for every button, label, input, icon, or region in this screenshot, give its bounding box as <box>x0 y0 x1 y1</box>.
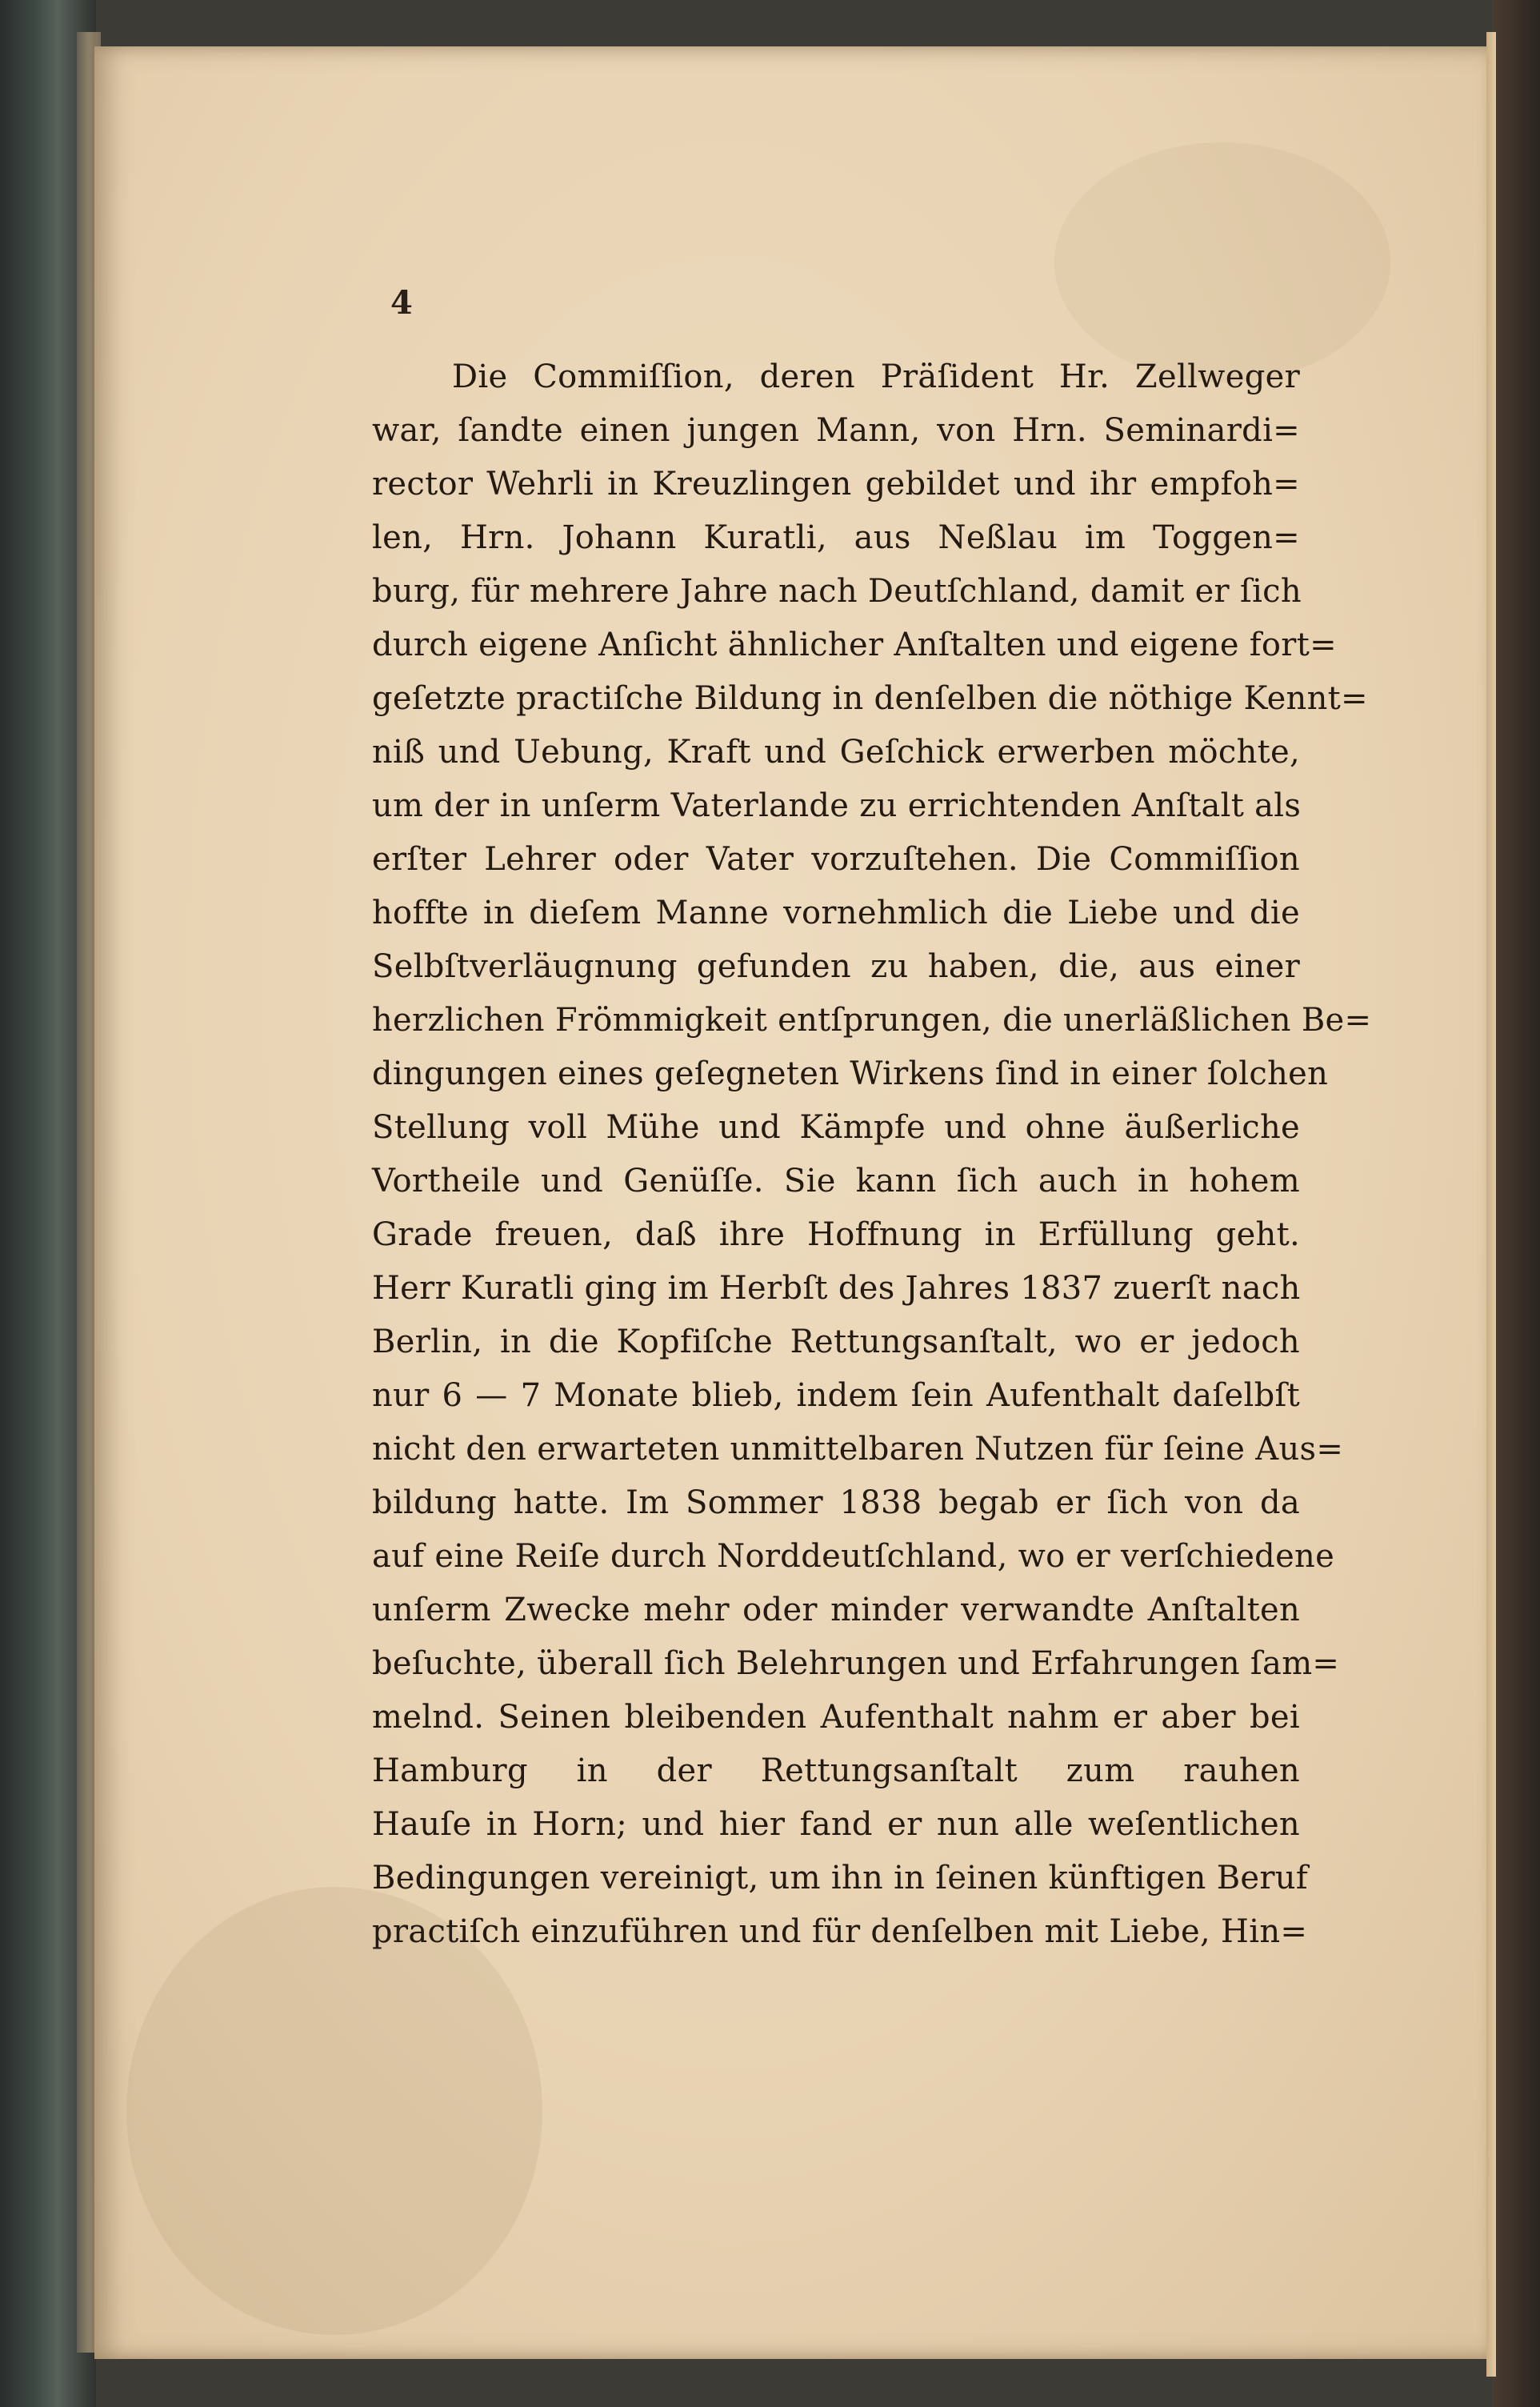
body-text <box>372 350 1372 1959</box>
text-line: war, ſandte einen jungen Mann, von Hrn. Seminardi= <box>372 412 1300 449</box>
text-line: Vortheile und Genüſſe. Sie kann ſich auch in hohem <box>372 1163 1300 1199</box>
text-line: Selbſtverläugnung gefunden zu haben, die, aus einer <box>372 948 1300 985</box>
text-line: niß und Uebung, Kraft und Geſchick erwerben möchte, <box>372 734 1300 771</box>
text-line: Stellung voll Mühe und Kämpfe und ohne äußerliche <box>372 1109 1300 1146</box>
text-line: Bedingungen vereinigt, um ihn in ſeinen künftigen Beruf <box>372 1860 1308 1896</box>
page-number: 4 <box>390 284 413 322</box>
text-line: nur 6 — 7 Monate blieb, indem ſein Aufenthalt daſelbſt <box>372 1377 1300 1414</box>
page-edge <box>1486 32 1496 2377</box>
text-line: rector Wehrli in Kreuzlingen gebildet und ihr empfoh= <box>372 466 1300 503</box>
book-cover-right <box>1492 0 1540 2407</box>
text-line: hoffte in dieſem Manne vornehmlich die Liebe und die <box>372 895 1300 931</box>
text-line: bildung hatte. Im Sommer 1838 begab er ſich von da <box>372 1484 1300 1521</box>
text-line: practiſch einzuführen und für denſelben mit Liebe, Hin= <box>372 1913 1308 1950</box>
text-line: dingungen eines geſegneten Wirkens ſind in einer ſolchen <box>372 1055 1329 1092</box>
text-line: Die Commiſſion, deren Präſident Hr. Zellweger <box>452 358 1300 395</box>
text-line: geſetzte practiſche Bildung in denſelben die nöthige Kennt= <box>372 680 1368 717</box>
text-line: burg, für mehrere Jahre nach Deutſchland, damit er ſich <box>372 573 1302 610</box>
text-line: erſter Lehrer oder Vater vorzuſtehen. Die Commiſſion <box>372 841 1300 878</box>
text-line: herzlichen Frömmigkeit entſprungen, die unerläßlichen Be= <box>372 1002 1372 1039</box>
text-line: len, Hrn. Johann Kuratli, aus Neßlau im Toggen= <box>372 519 1300 556</box>
text-line: Hamburg in der Rettungsanſtalt zum rauhen <box>372 1752 1300 1789</box>
text-line: unſerm Zwecke mehr oder minder verwandte Anſtalten <box>372 1592 1300 1628</box>
text-line: durch eigene Anſicht ähnlicher Anſtalten und eigene fort= <box>372 627 1337 663</box>
text-line: auf eine Reiſe durch Norddeutſchland, wo er verſchiedene <box>372 1538 1335 1575</box>
text-line: Hauſe in Horn; und hier fand er nun alle weſentlichen <box>372 1806 1300 1843</box>
text-line: Herr Kuratli ging im Herbſt des Jahres 1837 zuerſt nach <box>372 1270 1301 1307</box>
text-line: melnd. Seinen bleibenden Aufenthalt nahm er aber bei <box>372 1699 1300 1736</box>
text-line: um der in unſerm Vaterlande zu errichtenden Anſtalt als <box>372 787 1302 824</box>
text-line: Berlin, in die Kopfiſche Rettungsanſtalt, wo er jedoch <box>372 1324 1300 1360</box>
text-line: Grade freuen, daß ihre Hoffnung in Erfüllung geht. <box>372 1216 1300 1253</box>
paper-stain <box>1054 142 1390 382</box>
text-line: beſuchte, überall ſich Belehrungen und Erfahrungen ſam= <box>372 1645 1340 1682</box>
text-line: nicht den erwarteten unmittelbaren Nutzen für ſeine Aus= <box>372 1431 1344 1468</box>
